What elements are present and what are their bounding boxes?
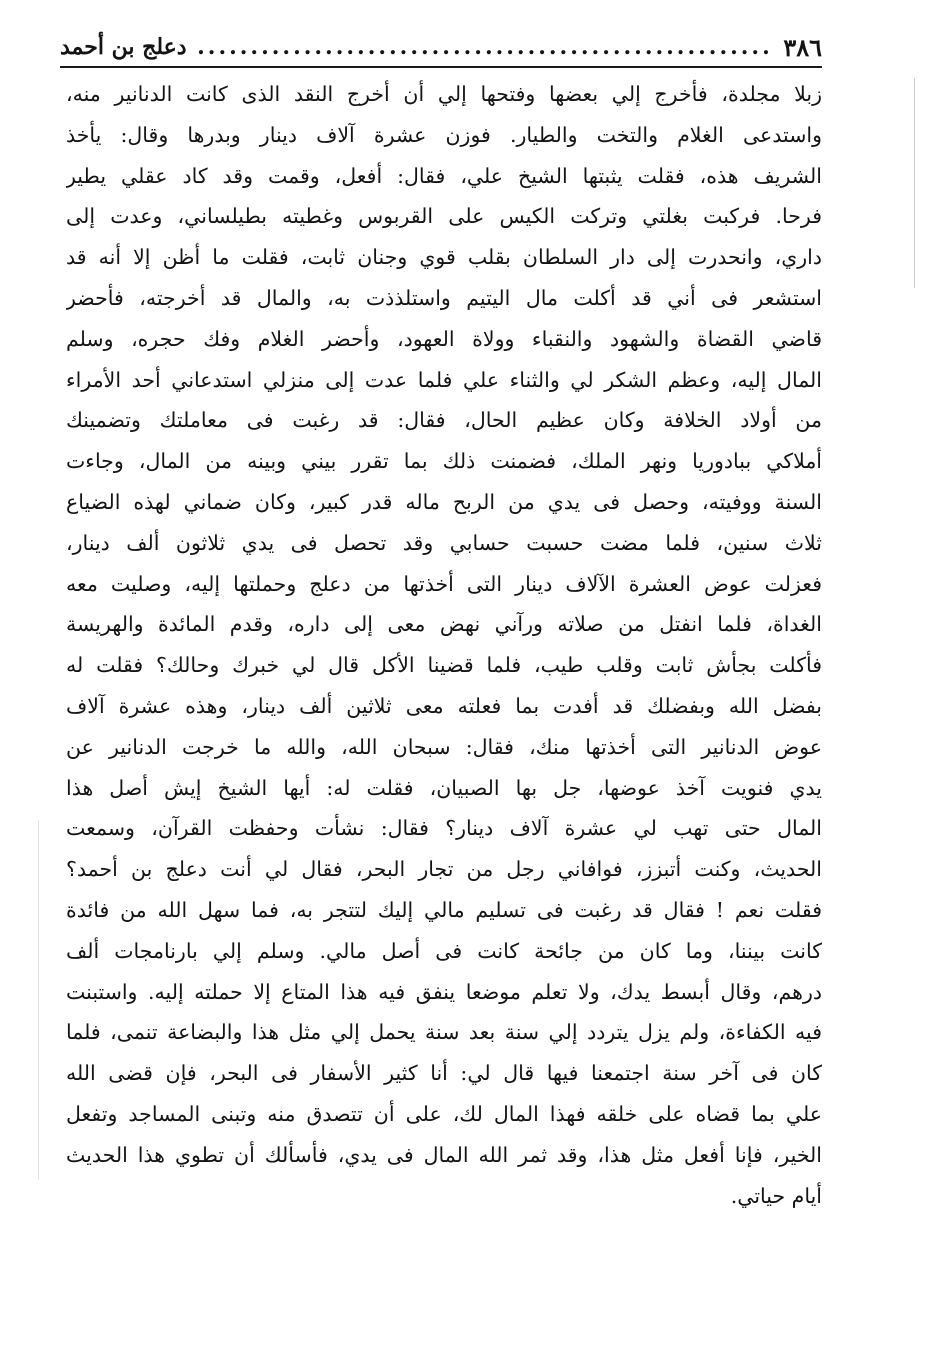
page-edge-mark-left <box>38 820 39 1180</box>
running-head <box>60 30 822 64</box>
header-rule <box>60 66 822 68</box>
dot-leader: ...................................................... <box>197 34 773 60</box>
text-line: الغداة، فلما انفتل من صلاته ورآني نهض معى إلى داره، وقدم المائدة والهريسة <box>66 612 822 637</box>
text-line: كانت بيننا، وما كان من جائحة كانت فى أصل مالي. وسلم إلي بارنامجات ألف <box>66 938 822 963</box>
text-line: الخير، فإنا أفعل مثل هذا، وقد ثمر الله المال فى يدي، فأسألك أن تطوي هذا الحديث <box>66 1142 822 1167</box>
text-line: داري، وانحدرت إلى دار السلطان بقلب قوي وجنان ثابت، فقلت ما أظن إلا أنه قد <box>66 245 822 270</box>
page-edge-mark <box>914 78 915 288</box>
text-line: فقلت نعم ! فقال قد رغبت فى تسليم مالي إليك لتتجر به، فما سهل الله من فائدة <box>66 897 822 922</box>
text-line: استشعر فى أني قد أكلت مال اليتيم واستلذذت به، والمال قد أخرجته، فأحضر <box>66 285 822 310</box>
text-line: يدي فنويت آخذ عوضها، جل بها الصبيان، فقلت له: أيها الشيخ إيش أصل هذا <box>66 775 822 800</box>
text-line: عوض الدنانير التى أخذتها منك، فقال: سبحان الله، والله ما خرجت الدنانير عن <box>66 734 822 759</box>
text-line: ثلاث سنين، فلما مضت حسبت حسابي وقد تحصل فى يدي ثلاثون ألف دينار، <box>66 530 822 555</box>
text-line: واستدعى الغلام والتخت والطيار. فوزن عشرة آلاف دينار وبدرها وقال: يأخذ <box>66 122 822 147</box>
page-number: ٣٨٦ <box>783 32 822 62</box>
text-line: أملاكي ببادوريا ونهر الملك، فضمنت ذلك بما تقرر بيني وبينه من المال، وجاءت <box>66 449 822 474</box>
running-head-title: دعلج بن أحمد <box>60 34 187 60</box>
text-line: زبلا مجلدة، فأخرج إلي بعضها وفتحها إلي أن أخرج النقد الذى كانت الدنانير منه، <box>66 82 822 106</box>
text-line: فعزلت عوض العشرة الآلاف دينار التى أخذتها من دعلج وحملتها إليه، وصليت معه <box>66 571 822 596</box>
text-line: قاضي القضاة والشهود والنقباء وولاة العهود، وأحضر الغلام وفك حجره، وسلم <box>66 326 822 351</box>
text-line: الشريف هذه، فقلت يثبتها الشيخ علي، فقال: أفعل، وقمت وقد كاد عقلي يطير <box>66 163 822 188</box>
text-line-final: أيام حياتي. <box>730 1183 822 1208</box>
text-line: من أولاد الخلافة وكان عظيم الحال، فقال: قد رغبت فى معاملتك وتضمينك <box>66 408 822 433</box>
text-line: المال حتى تهب لي عشرة آلاف دينار؟ فقال: نشأت وحفظت القرآن، وسمعت <box>66 816 822 841</box>
text-line: فرحا. فركبت بغلتي وتركت الكيس على القربوس وغطيته بطيلساني، وعدت إلى <box>66 204 822 229</box>
text-line: درهم، وقال أبسط يدك، ولا تعلم موضعا ينفق فيه هذا المتاع إلا حملته إليه. واستبنت <box>66 979 822 1004</box>
text-line: علي بما قضاه على خلقه فهذا المال لك، على أن تتصدق منه وتبنى المساجد وتفعل <box>66 1101 822 1126</box>
text-line: السنة ووفيته، وحصل فى يدي من الربح ماله قدر كبير، وكان ضماني لهذه الضياع <box>66 489 822 514</box>
text-line: كان فى آخر سنة اجتمعنا فيها قال لي: أنا كثير الأسفار فى البحر، فإن قضى الله <box>66 1061 822 1086</box>
text-line: فأكلت بجأش ثابت وقلب طيب، فلما قضينا الأكل قال لي خبرك وحالك؟ فقلت له <box>66 653 822 678</box>
text-line: فيه الكفاءة، ولم يزل يتردد إلي سنة بعد سنة يحمل إلي مثل هذا والبضاعة تنمى، فلما <box>66 1020 822 1045</box>
body-text <box>66 74 822 1216</box>
text-line: الحديث، وكنت أتبزز، فوافاني رجل من تجار البحر، فقال لي أنت دعلج بن أحمد؟ <box>66 857 822 882</box>
text-line: بفضل الله وبفضلك قد أفدت بما فعلته معى ثلاثين ألف دينار، وهذه عشرة آلاف <box>66 693 822 718</box>
text-line: المال إليه، وعظم الشكر لي والثناء علي فلما عدت إلى منزلي استدعاني أحد الأمراء <box>66 367 822 392</box>
